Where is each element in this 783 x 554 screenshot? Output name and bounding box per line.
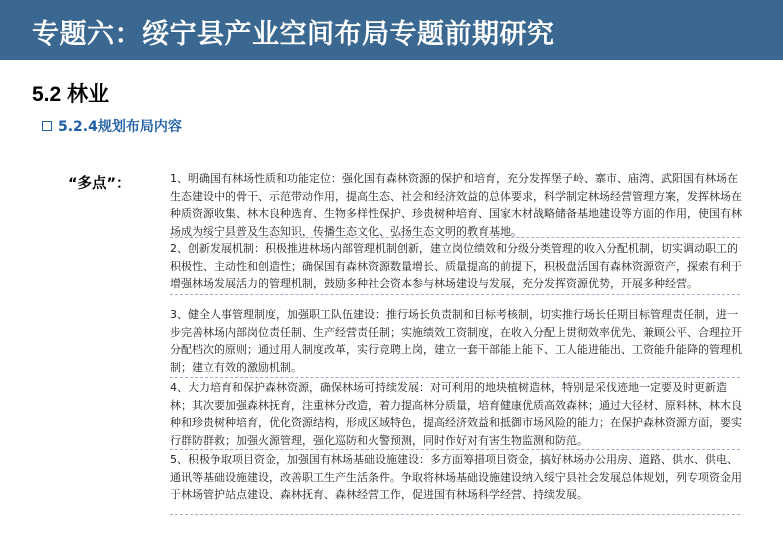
divider <box>170 377 740 378</box>
subsection-heading <box>42 116 182 136</box>
list-item-1: 1、明确国有林场性质和功能定位：强化国有森林资源的保护和培育，充分发挥堡子岭、寨市、庙湾、武阳国有林场在生态建设中的骨干、示范带动作用，提高生态、社会和经济效益的总体要求，科学制定林场经营管理方案，发挥林场在种质资源收集、林木良种选育、生物多样性保护、珍贵树种培育、国家木材战略储备基地建设等方面的作用，使国有林场成为绥宁县普及生态知识，传播生态文化、弘扬生态文明的教育基地。 <box>170 172 742 238</box>
multi-point-label: “多点”： <box>68 176 131 192</box>
page-title: 专题六：绥宁县产业空间布局专题前期研究 <box>32 19 555 50</box>
title-bar <box>0 0 783 60</box>
list-item-5: 5、积极争取项目资金，加强国有林场基础设施建设：多方面筹措项目资金，搞好林场办公用房、道路、供水、供电、通讯等基础设施建设，改善职工生产生活条件。争取将林场基础设施建设纳入绥宁县社会发展总体规划，列专项资金用于林场管护站点建设、森林抚育、森林经营工作，促进国有林场科学经营、持续发展。 <box>170 453 742 501</box>
divider <box>170 237 740 238</box>
section-title: 5.2 林业 <box>32 83 110 106</box>
list-item-2: 2、创新发展机制：积极推进林场内部管理机制创新，建立岗位绩效和分级分类管理的收入分配机制，切实调动职工的积极性、主动性和创造性；确保国有森林资源数量增长、质量提高的前提下，积极盘活国有森林资源资产，探索有利于增强林场发展活力的管理机制，鼓励多种社会资本参与林场建设与发展，充分发挥资源优势，开展多种经营。 <box>170 242 742 290</box>
divider <box>170 449 740 450</box>
list-item-3: 3、健全人事管理制度，加强职工队伍建设：推行场长负责制和目标考核制，切实推行场长任期目标管理责任制，进一步完善林场内部岗位责任制、生产经营责任制；实施绩效工资制度，在收入分配上贯彻效率优先、兼顾公平、合理拉开分配档次的原则；通过用人制度改革，实行竞聘上岗，建立一套干部能上能下、工人能进能出、工资能升能降的管理机制；建立有效的激励机制。 <box>170 308 742 374</box>
square-bullet-icon <box>42 121 52 131</box>
list-item-4: 4、大力培育和保护森林资源，确保林场可持续发展：对可利用的地块植树造林，特别是采伐迹地一定要及时更新造林；其次要加强森林抚育，注重林分改造，着力提高林分质量，培育健康优质高效森林；通过大径材、原料林、林木良种和珍贵树种培育，优化资源结构，形成区域特色，提高经济效益和抵御市场风险的能力；在保护森林资源方面，要实行群防群救；加强火源管理，强化巡防和火警预测，同时作好对有害生物监测和防范。 <box>170 381 742 447</box>
divider <box>170 514 740 515</box>
subsection-title: 5.2.4规划布局内容 <box>58 119 182 135</box>
divider <box>170 294 740 295</box>
